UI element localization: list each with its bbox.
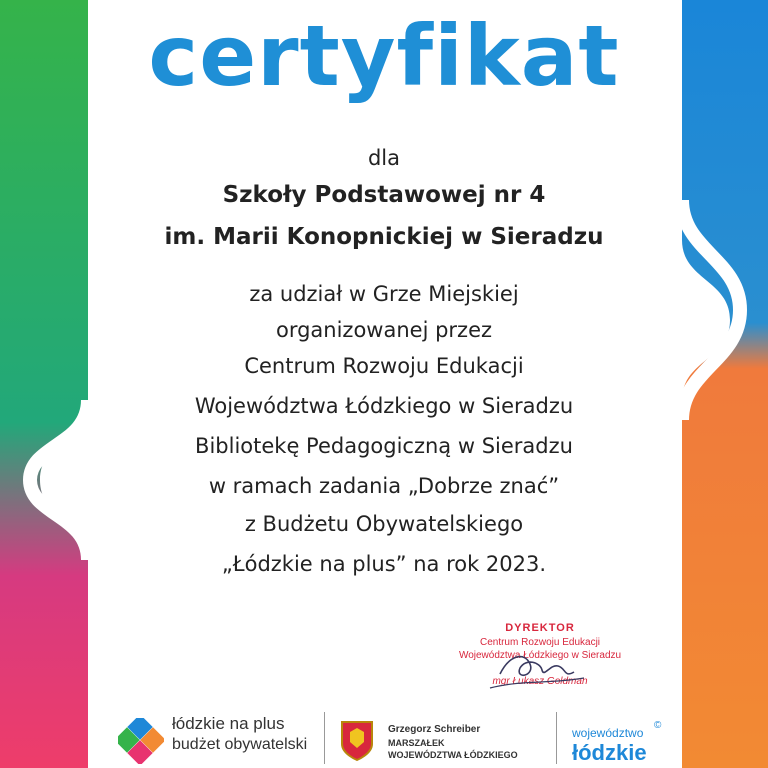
stamp-org-line-1: Centrum Rozwoju Edukacji bbox=[479, 637, 601, 648]
logo-line-1: łódzkie na plus bbox=[172, 714, 285, 733]
left-ribbon bbox=[0, 0, 88, 768]
body-line: za udział w Grze Miejskiej bbox=[249, 282, 519, 306]
coat-of-arms-icon bbox=[340, 720, 374, 762]
puzzle-logo-icon bbox=[118, 718, 164, 764]
footer-divider bbox=[556, 712, 557, 764]
region-small: województwo bbox=[572, 726, 644, 740]
region-big: łódzkie bbox=[572, 740, 647, 765]
body-line: Województwa Łódzkiego w Sieradzu bbox=[194, 394, 574, 418]
body-line: w ramach zadania „Dobrze znać” bbox=[208, 474, 560, 498]
signature bbox=[480, 644, 590, 694]
footer bbox=[0, 696, 768, 768]
footer-divider bbox=[324, 712, 325, 764]
for-label: dla bbox=[367, 146, 401, 170]
stamp-role: DYREKTOR bbox=[505, 622, 575, 634]
stamp-org-line-2: Województwa Łódzkiego w Sieradzu bbox=[458, 650, 622, 661]
certificate-title: certyfikat bbox=[148, 7, 620, 105]
recipient-line-1: Szkoły Podstawowej nr 4 bbox=[222, 182, 546, 208]
recipient-line-2: im. Marii Konopnickiej w Sieradzu bbox=[164, 224, 604, 250]
body-line: „Łódzkie na plus” na rok 2023. bbox=[221, 552, 547, 576]
registered-mark-icon: © bbox=[654, 720, 662, 731]
logo-line-2: budżet obywatelski bbox=[172, 736, 308, 753]
marshal-title-2: WOJEWÓDZTWA ŁÓDZKIEGO bbox=[388, 750, 518, 760]
marshal-name: Grzegorz Schreiber bbox=[388, 724, 481, 735]
body-line: Centrum Rozwoju Edukacji bbox=[244, 354, 524, 378]
body-line: z Budżetu Obywatelskiego bbox=[244, 512, 524, 536]
stamp-name: mgr Łukasz Goldman bbox=[492, 676, 588, 687]
body-line: Bibliotekę Pedagogiczną w Sieradzu bbox=[195, 434, 573, 458]
body-line: organizowanej przez bbox=[275, 318, 493, 342]
marshal-title-1: MARSZAŁEK bbox=[388, 738, 445, 748]
